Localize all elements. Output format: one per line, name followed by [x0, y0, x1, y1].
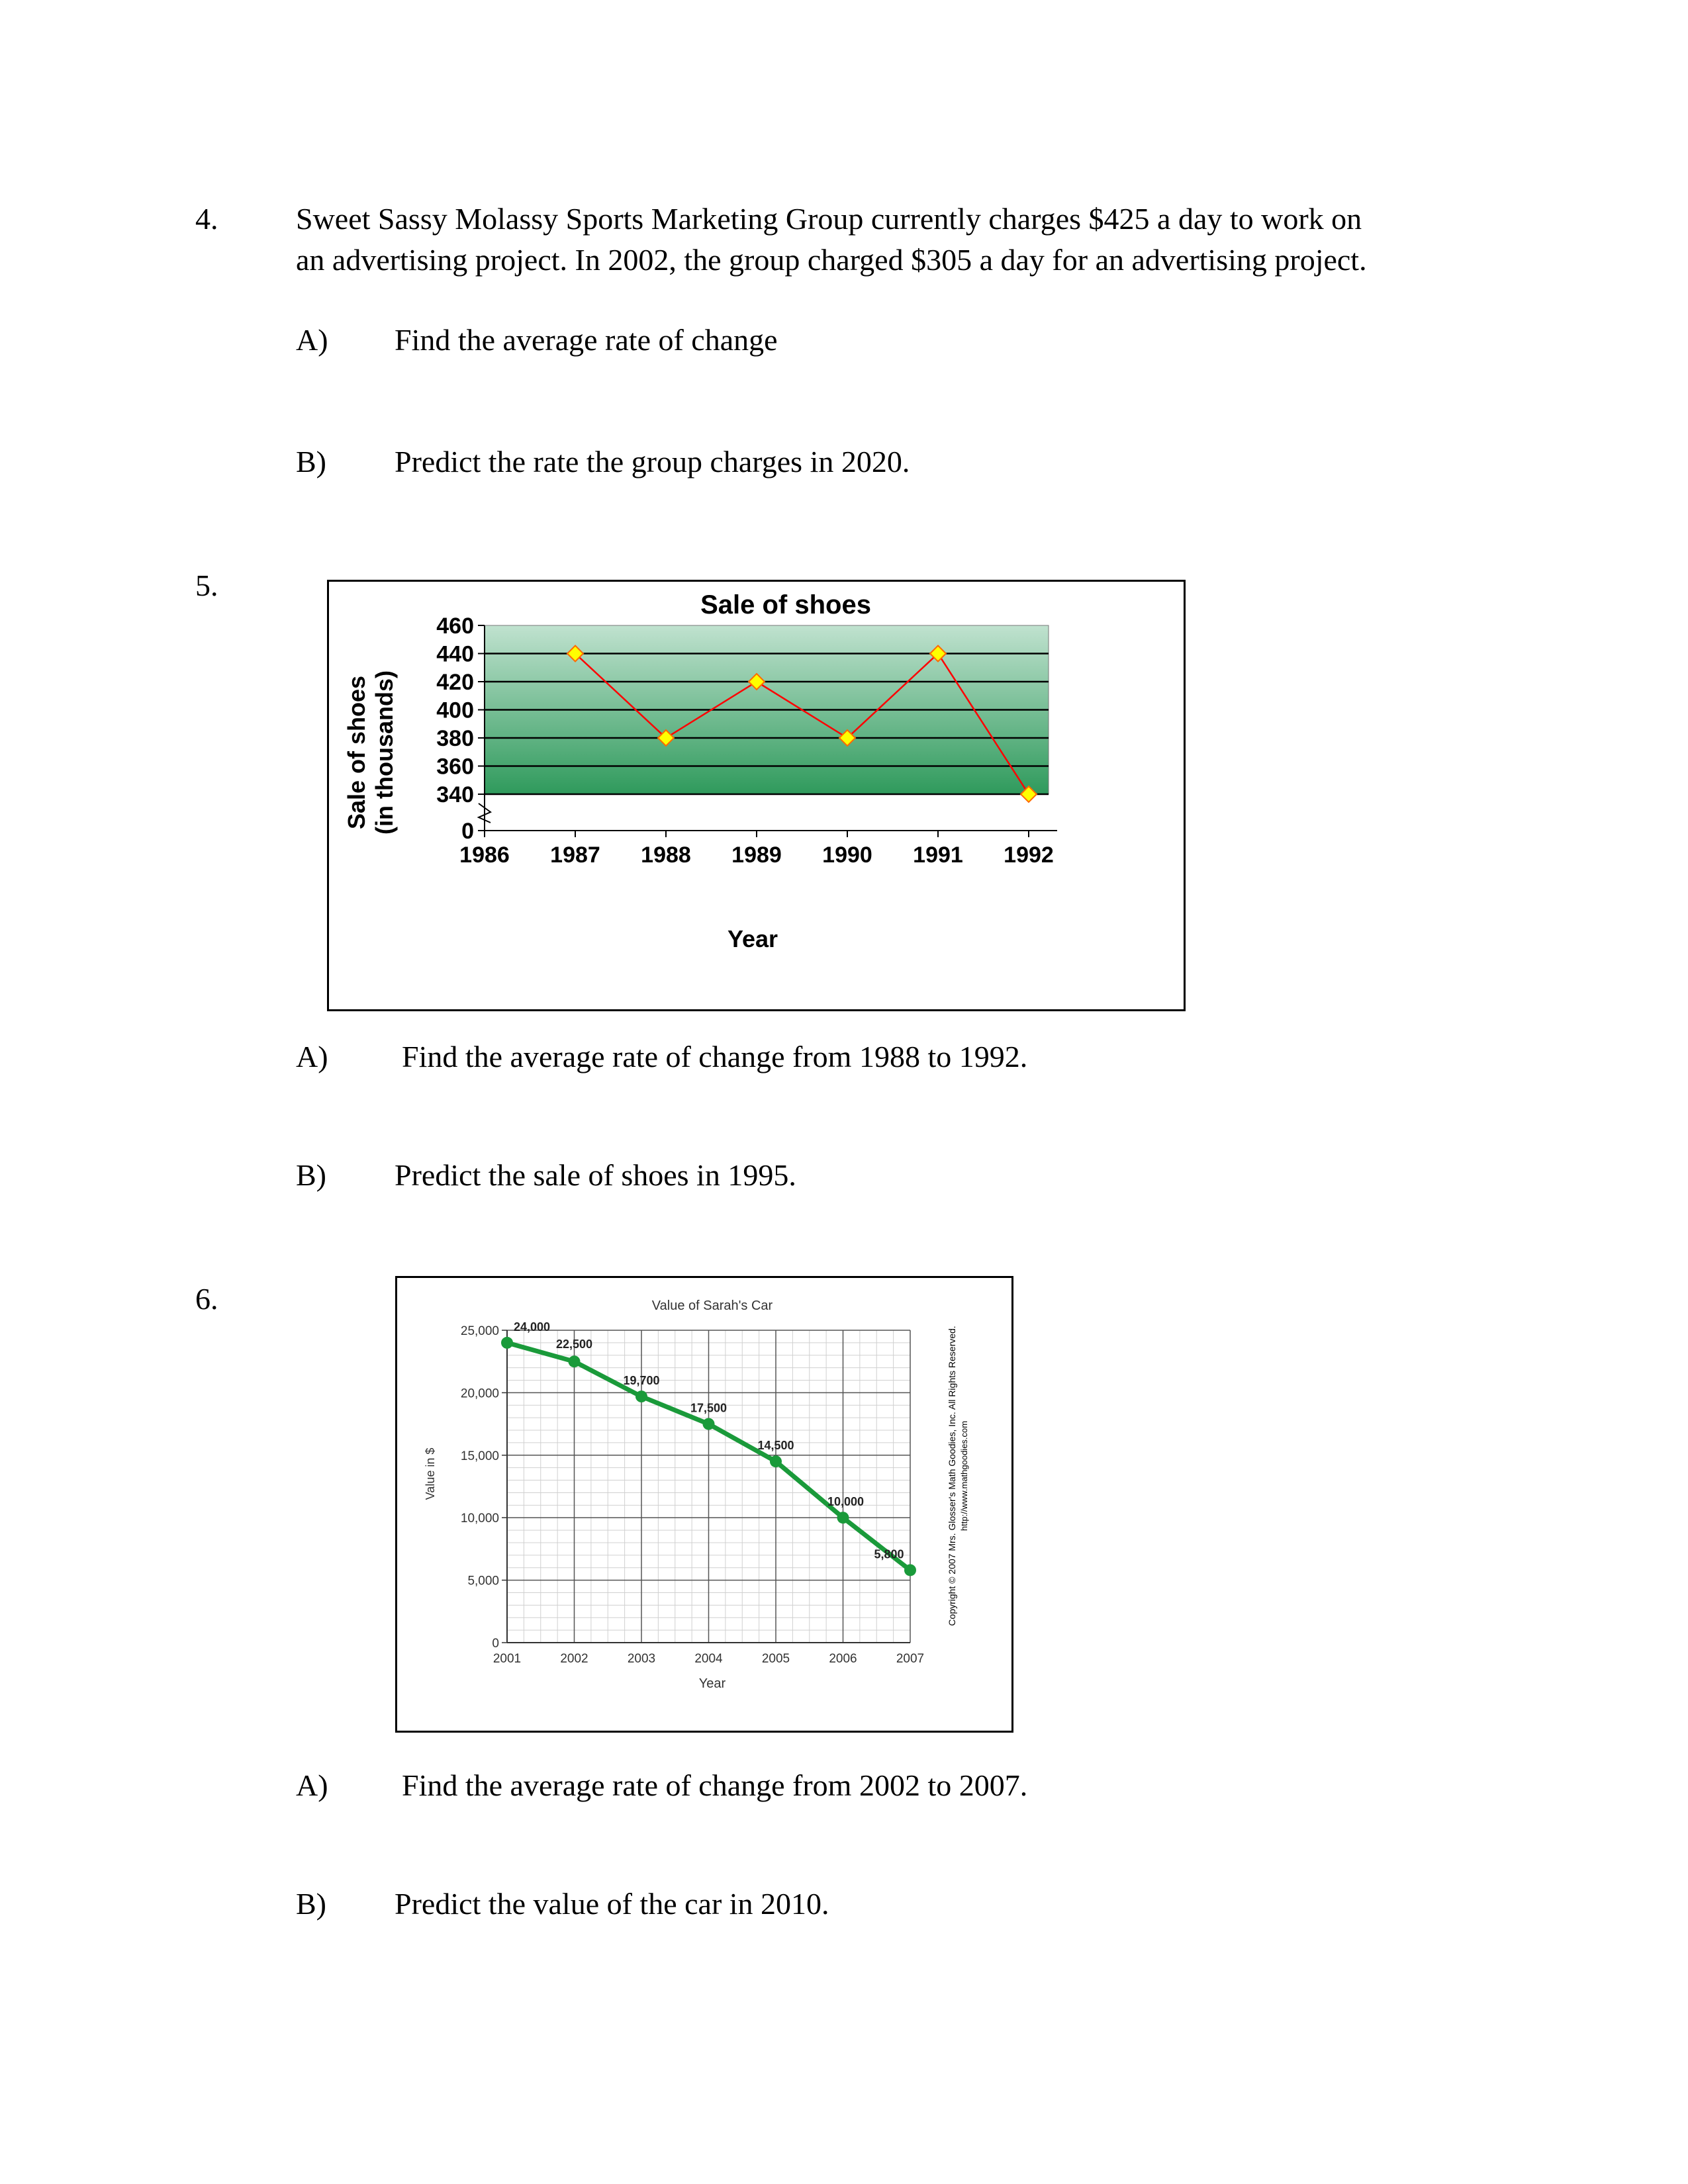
- car-value-data-label: 24,000: [514, 1320, 551, 1334]
- shoe-sales-y-tick-label: 420: [436, 670, 474, 695]
- car-value-x-tick-label: 2007: [896, 1652, 925, 1666]
- shoe-sales-chart: [329, 582, 1184, 1009]
- shoe-sales-x-tick-label: 1990: [822, 842, 872, 868]
- shoe-sales-y-tick-label: 460: [436, 614, 474, 639]
- shoe-sales-y-tick-label: 0: [461, 819, 474, 844]
- car-value-data-point: [904, 1564, 916, 1576]
- shoe-sales-y-tick-label: 380: [436, 726, 474, 751]
- car-value-data-point: [569, 1355, 581, 1367]
- car-value-x-tick-label: 2005: [761, 1652, 790, 1666]
- question-number-6: 6.: [195, 1282, 218, 1316]
- question-number-5: 5.: [195, 569, 218, 602]
- question-6b-label: B): [296, 1887, 326, 1921]
- car-value-y-tick-label: 0: [492, 1637, 499, 1651]
- shoe-sales-x-tick-label: 1986: [459, 842, 510, 868]
- car-value-y-axis-label: Value in $: [424, 1447, 437, 1500]
- car-value-data-point: [501, 1337, 513, 1349]
- question-4-text-line2: an advertising project. In 2002, the group charged $305 a day for an advertising project.: [296, 243, 1367, 277]
- car-value-x-tick-label: 2001: [492, 1652, 522, 1666]
- shoe-sales-chart-title: Sale of shoes: [700, 590, 871, 619]
- car-value-data-label: 5,800: [874, 1547, 904, 1561]
- car-value-data-point: [770, 1455, 782, 1467]
- shoe-sales-y-axis-label-line1: Sale of shoes: [343, 675, 370, 830]
- car-value-x-tick-label: 2004: [694, 1652, 723, 1666]
- car-value-y-tick-label: 15,000: [460, 1449, 499, 1463]
- car-value-y-tick-label: 10,000: [460, 1512, 499, 1526]
- car-value-data-point: [837, 1512, 849, 1524]
- car-value-chart-title: Value of Sarah's Car: [651, 1298, 773, 1313]
- car-value-chart: [397, 1278, 1011, 1731]
- car-value-x-tick-label: 2002: [560, 1652, 588, 1666]
- question-4a-label: A): [296, 323, 328, 357]
- shoe-sales-x-axis-label: Year: [727, 925, 778, 952]
- car-value-y-tick-label: 20,000: [460, 1387, 499, 1401]
- car-value-data-point: [635, 1390, 647, 1402]
- shoe-sales-y-tick-label: 360: [436, 754, 474, 780]
- car-value-data-label: 10,000: [827, 1495, 865, 1509]
- car-value-data-point: [703, 1418, 715, 1430]
- shoe-sales-y-tick-label: 340: [436, 782, 474, 807]
- question-5a-label: A): [296, 1040, 328, 1073]
- shoe-sales-x-tick-label: 1991: [913, 842, 963, 868]
- car-value-chart-frame: [395, 1276, 1013, 1733]
- car-value-data-label: 22,500: [555, 1338, 593, 1351]
- car-value-x-tick-label: 2003: [627, 1652, 656, 1666]
- question-5b-label: B): [296, 1158, 326, 1192]
- car-value-y-tick-label: 5,000: [467, 1574, 499, 1588]
- car-value-copyright-line2: http://www.mathgoodies.com: [959, 1420, 969, 1531]
- shoe-sales-x-tick-label: 1992: [1004, 842, 1054, 868]
- question-6b-text: Predict the value of the car in 2010.: [395, 1887, 829, 1921]
- question-4a-text: Find the average rate of change: [395, 323, 778, 357]
- car-value-data-label: 17,500: [690, 1401, 727, 1415]
- question-4b-label: B): [296, 445, 326, 478]
- car-value-data-label: 14,500: [757, 1439, 794, 1453]
- question-4b-text: Predict the rate the group charges in 2020.: [395, 445, 910, 478]
- question-5a-text: Find the average rate of change from 1988 to 1992.: [402, 1040, 1028, 1073]
- shoe-sales-chart-frame: [327, 580, 1186, 1011]
- question-5b-text: Predict the sale of shoes in 1995.: [395, 1158, 796, 1192]
- car-value-y-tick-label: 25,000: [460, 1324, 499, 1338]
- question-6a-text: Find the average rate of change from 2002 to 2007.: [402, 1768, 1028, 1802]
- car-value-x-axis-label: Year: [698, 1676, 726, 1691]
- car-value-copyright-line1: Copyright © 2007 Mrs. Glosser's Math Goodies, Inc. All Rights Reserved.: [947, 1326, 957, 1626]
- car-value-x-tick-label: 2006: [829, 1652, 857, 1666]
- shoe-sales-y-tick-label: 440: [436, 641, 474, 667]
- shoe-sales-x-tick-label: 1988: [641, 842, 691, 868]
- shoe-sales-x-tick-label: 1987: [550, 842, 600, 868]
- car-value-data-label: 19,700: [623, 1374, 660, 1388]
- shoe-sales-y-axis-label-line2: (in thousands): [371, 670, 398, 835]
- shoe-sales-y-tick-label: 400: [436, 698, 474, 723]
- question-4-text-line1: Sweet Sassy Molassy Sports Marketing Group currently charges $425 a day to work on: [296, 202, 1362, 236]
- question-number-4: 4.: [195, 202, 218, 236]
- shoe-sales-x-tick-label: 1989: [731, 842, 782, 868]
- question-6a-label: A): [296, 1768, 328, 1802]
